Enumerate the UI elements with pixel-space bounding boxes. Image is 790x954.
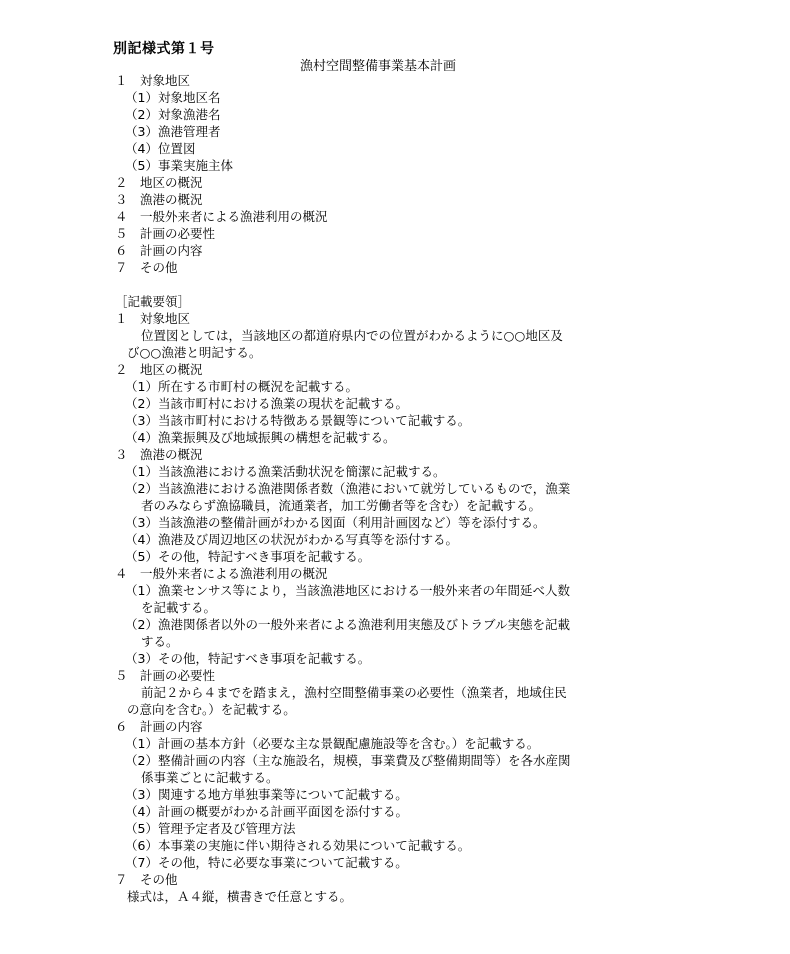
instruction-line: （4）漁業振興及び地域振興の構想を記載する。 [125,430,396,445]
instruction-line: ７ その他 [115,872,178,887]
instruction-line: 前記２から４までを踏まえ，漁村空間整備事業の必要性（漁業者，地域住民 [141,685,567,700]
outline-line: （2）対象漁港名 [125,107,221,122]
outline-line: ７ その他 [115,260,178,275]
instruction-line: を記載する。 [141,600,217,615]
outline-line: ４ 一般外来者による漁港利用の概況 [115,209,328,224]
instruction-line: （2）漁港関係者以外の一般外来者による漁港利用実態及びトラブル実態を記載 [125,617,570,632]
instruction-line: １ 対象地区 [115,311,191,326]
blank-line [115,276,635,293]
instructions-heading: ［記載要領］ [115,294,191,309]
instruction-line: （1）当該漁港における漁業活動状況を簡潔に記載する。 [125,464,446,479]
instruction-line: （1）漁業センサス等により，当該漁港地区における一般外来者の年間延べ人数 [125,583,570,598]
outline-line: （5）事業実施主体 [125,158,233,173]
outline-line: （3）漁港管理者 [125,124,221,139]
instruction-line: （2）当該市町村における漁業の現状を記載する。 [125,396,408,411]
instruction-line: （1）計画の基本方針（必要な主な景観配慮施設等を含む。）を記載する。 [125,736,540,751]
outline-line: （1）対象地区名 [125,90,221,105]
instruction-line: （2）整備計画の内容（主な施設名，規模，事業費及び整備期間等）を各水産関 [125,753,571,768]
instruction-line: ５ 計画の必要性 [115,668,216,683]
instruction-line: ４ 一般外来者による漁港利用の概況 [115,566,328,581]
form-label: 別記様式第１号 [113,41,215,57]
instruction-line: 者のみならず漁協職員，流通業者，加工労働者等を含む）を記載する。 [141,498,542,513]
outline-line: １ 対象地区 [115,73,191,88]
document-body [115,72,635,905]
instruction-line: （1）所在する市町村の概況を記載する。 [125,379,358,394]
instruction-line: （4）漁港及び周辺地区の状況がわかる写真等を添付する。 [125,532,458,547]
instruction-line: （7）その他，特に必要な事業について記載する。 [125,855,408,870]
instruction-line: （4）計画の概要がわかる計画平面図を添付する。 [125,804,408,819]
instruction-line: の意向を含む。）を記載する。 [127,702,296,717]
instruction-line: （3）当該市町村における特徴ある景観等について記載する。 [125,413,471,428]
instruction-line: （6）本事業の実施に伴い期待される効果について記載する。 [125,838,471,853]
instruction-line: 位置図としては，当該地区の都道府県内での位置がわかるように○○地区及 [141,328,563,343]
instruction-line: （2）当該漁港における漁港関係者数（漁港において就労しているもので，漁業 [125,481,571,496]
instruction-line: び○○漁港と明記する。 [127,345,262,360]
outline-line: ６ 計画の内容 [115,243,203,258]
instruction-line: ６ 計画の内容 [115,719,203,734]
instruction-line: （3）当該漁港の整備計画がわかる図面（利用計画図など）等を添付する。 [125,515,546,530]
instruction-line: （5）管理予定者及び管理方法 [125,821,296,836]
instruction-line: （3）関連する地方単独事業等について記載する。 [125,787,408,802]
instruction-line: （3）その他，特記すべき事項を記載する。 [125,651,371,666]
instruction-line: 様式は，Ａ４縦，横書きで任意とする。 [127,889,353,904]
instruction-line: ２ 地区の概況 [115,362,203,377]
instruction-line: ３ 漁港の概況 [115,447,203,462]
instruction-line: 係事業ごとに記載する。 [141,770,279,785]
outline-line: ３ 漁港の概況 [115,192,203,207]
document-title: 漁村空間整備事業基本計画 [300,59,457,74]
instruction-line: （5）その他，特記すべき事項を記載する。 [125,549,371,564]
instruction-line: する。 [141,634,179,649]
outline-line: ２ 地区の概況 [115,175,203,190]
outline-line: ５ 計画の必要性 [115,226,216,241]
outline-line: （4）位置図 [125,141,196,156]
